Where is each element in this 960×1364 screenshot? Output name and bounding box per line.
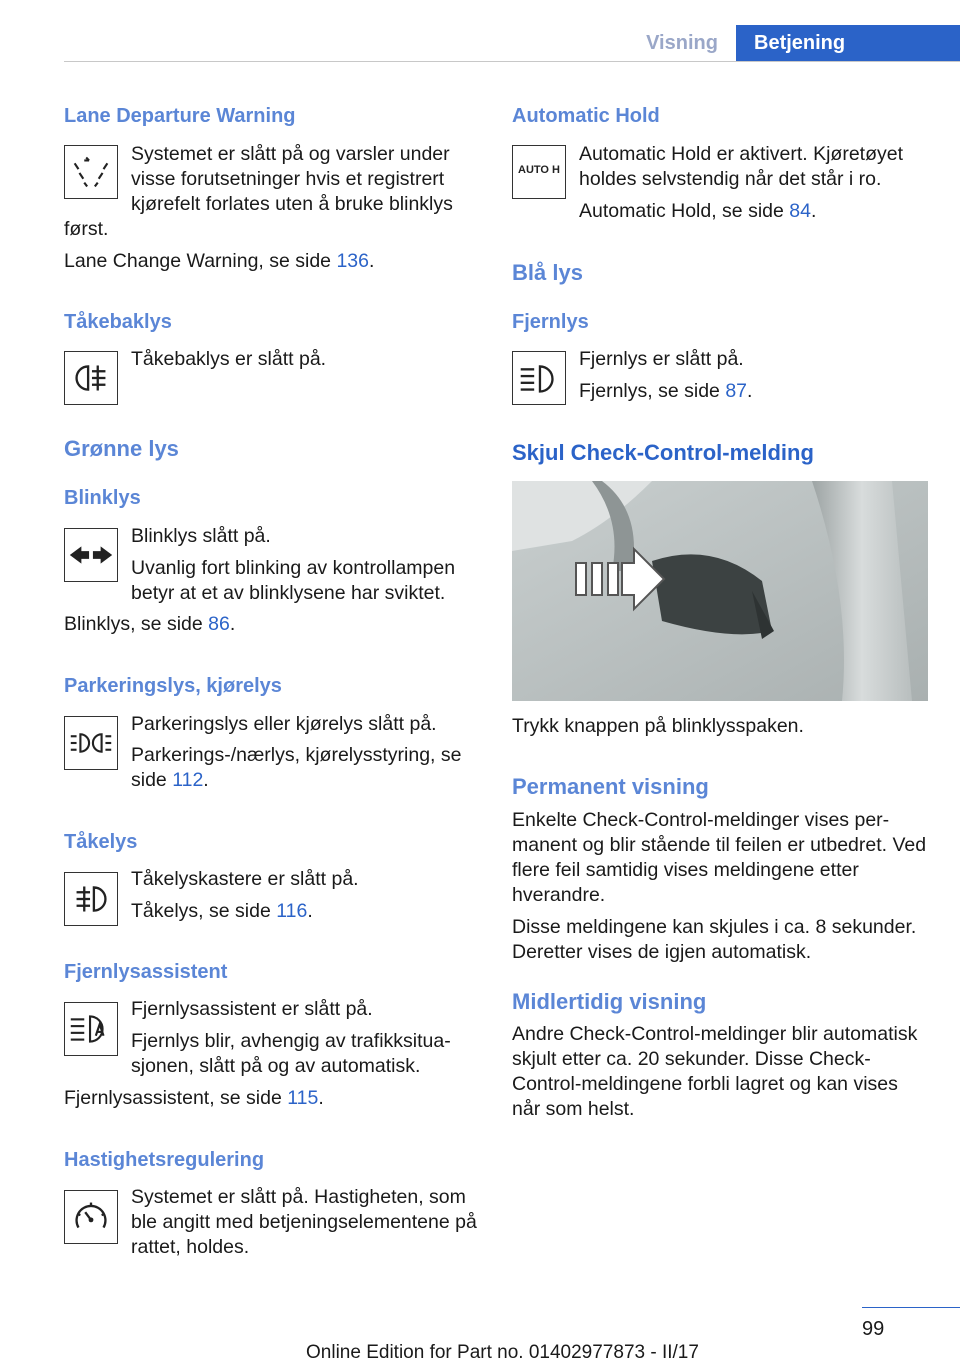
permanent-p1: Enkelte Check-Control-meldinger vises permanent og blir stående til feilen er utbedret. Ved flere feil samtidig vises meldingene etter hverandre. bbox=[512, 809, 927, 906]
takebaklys-title: Tåkebaklys bbox=[64, 311, 172, 333]
auto-hold-title: Automatic Hold bbox=[512, 105, 660, 127]
auto-hold-ref-link[interactable]: 84 bbox=[789, 200, 811, 222]
parkeringslys-body1: Parkeringslys eller kjørelys slått på. bbox=[131, 713, 437, 735]
bla-lys-heading: Blå lys bbox=[512, 260, 583, 285]
turn-signal-lever-photo bbox=[512, 481, 928, 701]
midlertidig-heading: Midlertidig visning bbox=[512, 989, 707, 1014]
fjernlys-title: Fjernlys bbox=[512, 311, 589, 333]
parkeringslys-body2-text: Parkerings-/nærlys, kjørelysstyring, se side bbox=[131, 744, 462, 791]
footer-rule bbox=[862, 1307, 960, 1308]
parking-light-icon bbox=[64, 716, 118, 770]
auto-hold-body: Automatic Hold er aktivert. Kjøretøyet holdes selvstendig når det står i ro. bbox=[579, 143, 904, 190]
takelys-title: Tåkelys bbox=[64, 831, 138, 853]
lane-change-ref-link[interactable]: 136 bbox=[336, 250, 369, 272]
fjernlysassistent-title: Fjernlysassistent bbox=[64, 961, 228, 983]
fjernlysassistent-ref-text: Fjernlysassistent, se side bbox=[64, 1087, 282, 1109]
tab-visning[interactable]: Visning bbox=[646, 32, 718, 54]
blinklys-title: Blinklys bbox=[64, 487, 141, 509]
parkeringslys-ref-link[interactable]: 112 bbox=[172, 769, 204, 791]
tab-betjening[interactable]: Betjening bbox=[736, 25, 960, 61]
fjernlysassistent-body2: Fjernlys blir, avhengig av trafikksituasjonen, slått på og av automatisk. bbox=[131, 1030, 451, 1077]
takebaklys-body: Tåkebaklys er slått på. bbox=[131, 348, 327, 370]
header-rule bbox=[64, 61, 960, 62]
auto-hold-icon bbox=[512, 145, 566, 199]
page-number: 99 bbox=[862, 1318, 885, 1340]
gronne-lys-heading: Grønne lys bbox=[64, 436, 179, 461]
parkeringslys-title: Parkeringslys, kjørelys bbox=[64, 675, 282, 697]
skjul-caption: Trykk knappen på blinklysspaken. bbox=[512, 715, 804, 737]
skjul-heading: Skjul Check-Control-melding bbox=[512, 440, 814, 465]
parkeringslys-body2: Parkerings-/nærlys, kjørelysstyring, se side 112. bbox=[131, 744, 462, 791]
blinklys-body1: Blinklys slått på. bbox=[131, 525, 271, 547]
rear-fog-light-icon bbox=[64, 351, 118, 405]
auto-hold-ref: Automatic Hold, se side 84. bbox=[579, 200, 817, 222]
takelys-ref-text: Tåkelys, se side bbox=[131, 900, 271, 922]
hastighet-body: Systemet er slått på. Hastigheten, som ble angitt med betjeningselementene på rattet, holdes. bbox=[131, 1186, 477, 1258]
blinklys-ref-text: Blinklys, se side bbox=[64, 613, 203, 635]
hastighet-title: Hastighetsregulering bbox=[64, 1149, 265, 1171]
auto-hold-ref-text: Automatic Hold, se side bbox=[579, 200, 784, 222]
blinklys-ref-link[interactable]: 86 bbox=[208, 613, 230, 635]
high-beam-assistant-icon bbox=[64, 1002, 118, 1056]
takelys-body1: Tåkelyskastere er slått på. bbox=[131, 868, 359, 890]
cruise-control-icon bbox=[64, 1190, 118, 1244]
lane-change-ref: Lane Change Warning, se side 136. bbox=[64, 250, 375, 272]
front-fog-light-icon bbox=[64, 872, 118, 926]
fjernlys-ref: Fjernlys, se side 87. bbox=[579, 380, 753, 402]
blinklys-ref: Blinklys, se side 86. bbox=[64, 613, 236, 635]
midlertidig-p1: Andre Check-Control-meldinger blir automatisk skjult etter ca. 20 sekunder. Disse Check-Control-meldingene forbli lagret og kan vises når som helst. bbox=[512, 1023, 918, 1120]
fjernlysassistent-body1: Fjernlysassistent er slått på. bbox=[131, 998, 373, 1020]
takelys-ref-link[interactable]: 116 bbox=[276, 900, 308, 922]
auto-hold-icon-text: AUTO H bbox=[518, 164, 560, 176]
fjernlys-body1: Fjernlys er slått på. bbox=[579, 348, 744, 370]
fjernlys-ref-link[interactable]: 87 bbox=[725, 380, 748, 402]
turn-signal-icon bbox=[64, 528, 118, 582]
permanent-heading: Permanent visning bbox=[512, 774, 709, 799]
takelys-ref: Tåkelys, se side 116. bbox=[131, 900, 313, 922]
blinklys-body2: Uvanlig fort blinking av kontrollampen betyr at et av blinklysene har sviktet. bbox=[131, 557, 456, 604]
fjernlys-ref-text: Fjernlys, se side bbox=[579, 380, 720, 402]
fjernlysassistent-ref-link[interactable]: 115 bbox=[287, 1087, 319, 1109]
lane-departure-body-cont: først. bbox=[64, 218, 109, 240]
high-beam-icon bbox=[512, 351, 566, 405]
lane-departure-body: Systemet er slått på og varsler under visse forutsetninger hvis et registrert kjørefelt forlates uten å bruke blinklys bbox=[131, 143, 453, 215]
lane-change-ref-text: Lane Change Warning, se side bbox=[64, 250, 332, 272]
fjernlysassistent-ref: Fjernlysassistent, se side 115. bbox=[64, 1087, 324, 1109]
lane-departure-title: Lane Departure Warning bbox=[64, 105, 296, 127]
lane-departure-icon bbox=[64, 145, 118, 199]
edition-line: Online Edition for Part no. 01402977873 - II/17 bbox=[306, 1342, 699, 1363]
permanent-p2: Disse meldingene kan skjules i ca. 8 sekunder. Deretter vises de igjen automatisk. bbox=[512, 916, 917, 963]
